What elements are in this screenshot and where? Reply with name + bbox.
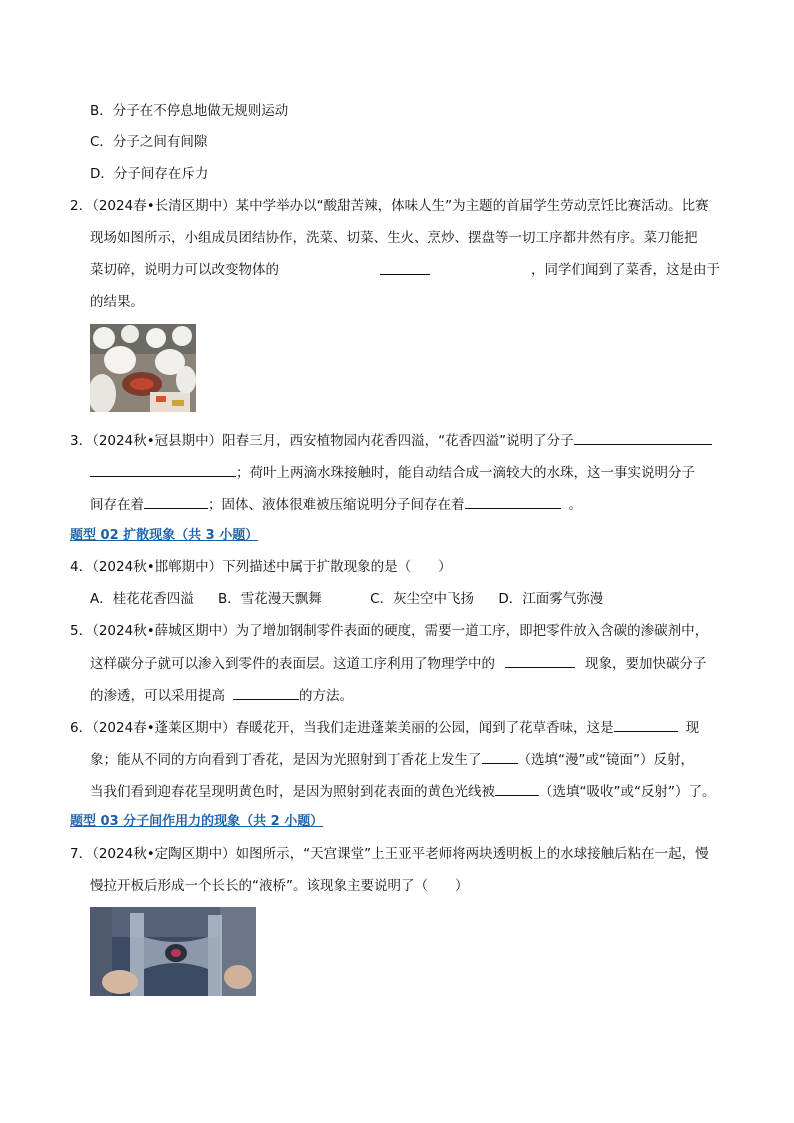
option-b: B．分子在不停息地做无规则运动 (90, 103, 289, 119)
answer-blank[interactable] (144, 494, 208, 509)
q4-option-c: C．灰尘空中飞扬 (370, 591, 475, 607)
q2-line3 (90, 260, 720, 280)
q4-option-d: D．江面雾气弥漫 (498, 591, 604, 607)
q7-line2: 慢拉开板后形成一个长长的“液桥”。该现象主要说明了（ ） (90, 878, 469, 894)
q5-line3 (90, 685, 353, 706)
q5-line2 (90, 653, 707, 674)
option-d: D．分子间存在斥力 (90, 166, 209, 182)
q6-line1-text-b: 现 (685, 720, 700, 736)
answer-blank[interactable] (233, 685, 299, 700)
section-heading-02: 题型 02 扩散现象（共 3 小题） (70, 528, 259, 543)
q2-line3-text-b: ，同学们闻到了菜香，这是由于 (531, 262, 720, 278)
q3-line3 (90, 494, 582, 515)
q5-line3-text-b: 的方法。 (299, 688, 353, 704)
answer-blank[interactable] (505, 653, 575, 668)
q4-option-a: A．桂花花香四溢 (90, 591, 194, 607)
answer-blank[interactable] (495, 781, 539, 796)
answer-blank[interactable] (90, 462, 236, 477)
section-heading-03: 题型 03 分子间作用力的现象（共 2 小题） (70, 814, 324, 829)
answer-blank[interactable] (465, 494, 561, 509)
q6-line1-text-a: 6．（2024春•蓬莱区期中）春暖花开，当我们走进蓬莱美丽的公园，闻到了花草香味，这是 (70, 720, 614, 736)
q3-line1 (70, 430, 712, 451)
liquid-bridge-photo (90, 907, 256, 996)
q6-line1 (70, 717, 699, 738)
q2-line3-text-a: 菜切碎，说明力可以改变物体的 (90, 262, 279, 278)
q3-line2-text: ；荷叶上两滴水珠接触时，能自动结合成一滴较大的水珠，这一事实说明分子 (236, 465, 695, 481)
q3-line1-text: 3．（2024秋•冠县期中）阳春三月，西安植物园内花香四溢，“花香四溢”说明了分子 (70, 433, 574, 449)
q2-line4: 的结果。 (90, 294, 144, 310)
q6-line3 (90, 781, 715, 802)
q5-line3-text-a: 的渗透，可以采用提高 (90, 688, 225, 704)
answer-blank[interactable] (482, 749, 518, 764)
cooking-competition-photo (90, 324, 196, 412)
q2-line1: 2．（2024春•长清区期中）某中学举办以“酸甜苦辣，体味人生”为主题的首届学生劳动烹饪比赛活动。比赛 (70, 198, 709, 214)
q5-line1: 5．（2024秋•薛城区期中）为了增加钢制零件表面的硬度，需要一道工序，即把零件放入含碳的渗碳剂中， (70, 623, 709, 639)
q4-option-b: B．雪花漫天飘舞 (218, 591, 322, 607)
q3-line3-text-c: 。 (568, 497, 582, 513)
q4-options (90, 589, 603, 609)
q3-line3-text-b: ；固体、液体很难被压缩说明分子间存在着 (208, 497, 465, 513)
q2-line2: 现场如图所示，小组成员团结协作，洗菜、切菜、生火、烹炒、摆盘等一切工序都井然有序。菜刀能把 (90, 230, 698, 246)
option-c: C．分子之间有间隙 (90, 134, 208, 150)
q7-line1: 7．（2024秋•定陶区期中）如图所示，“天宫课堂”上王亚平老师将两块透明板上的水球接触后粘在一起，慢 (70, 846, 709, 862)
q3-line3-text-a: 间存在着 (90, 497, 144, 513)
answer-blank[interactable] (380, 260, 430, 275)
q5-line2-text-a: 这样碳分子就可以渗入到零件的表面层。这道工序利用了物理学中的 (90, 656, 495, 672)
answer-blank[interactable] (614, 717, 678, 732)
q4-line1: 4．（2024秋•邯郸期中）下列描述中属于扩散现象的是（ ） (70, 559, 452, 575)
answer-blank[interactable] (574, 430, 712, 445)
q3-line2 (90, 462, 695, 483)
q6-line2-text-b: （选填“漫”或“镜面”）反射， (517, 752, 694, 768)
q6-line2-text-a: 象；能从不同的方向看到丁香花，是因为光照射到丁香花上发生了 (90, 752, 482, 768)
q5-line2-text-b: 现象，要加快碳分子 (585, 656, 707, 672)
q6-line2 (90, 749, 694, 770)
q6-line3-text-a: 当我们看到迎春花呈现明黄色时，是因为照射到花表面的黄色光线被 (90, 784, 495, 800)
q6-line3-text-b: （选填“吸收”或“反射”）了。 (539, 784, 716, 800)
